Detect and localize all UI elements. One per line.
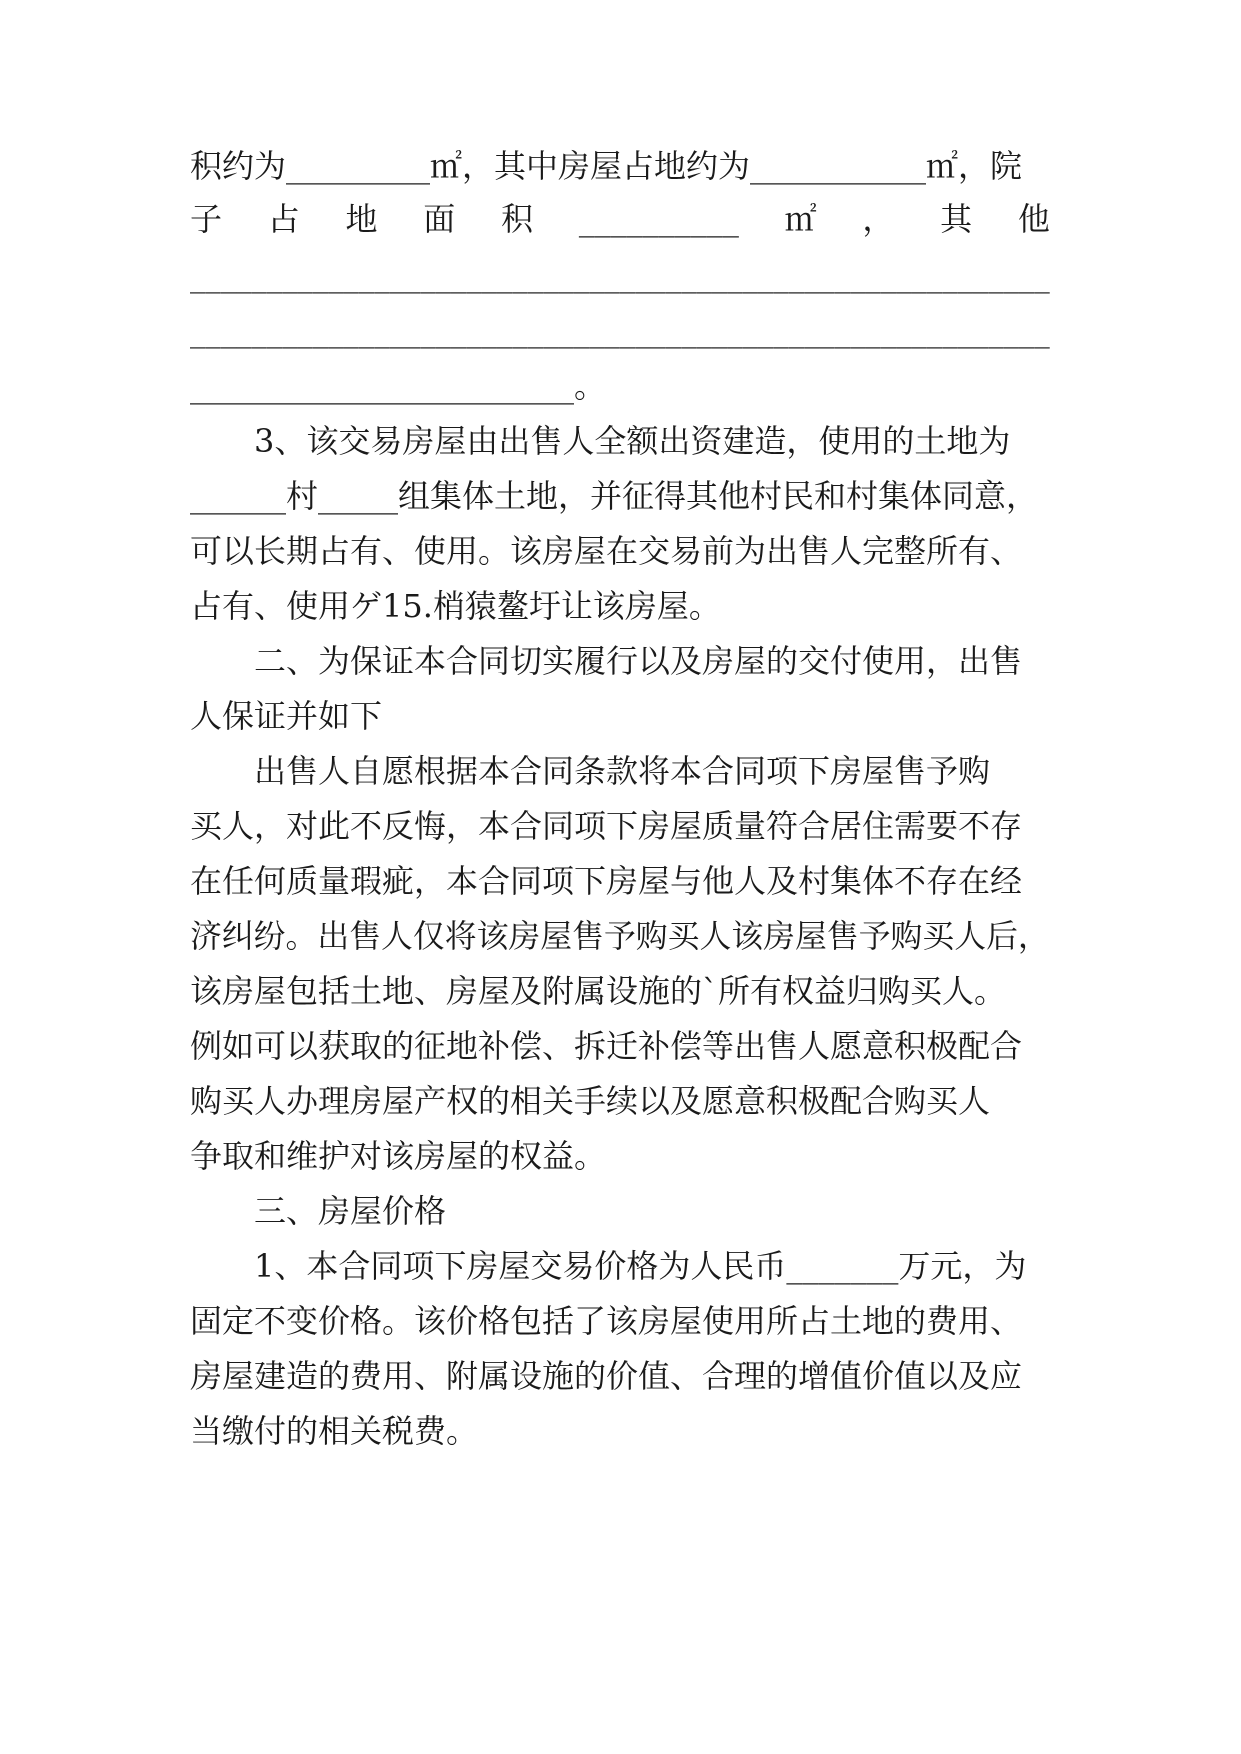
paragraph-line: 当缴付的相关税费。 (190, 1412, 479, 1450)
paragraph-line: 买人，对此不反悔，本合同项下房屋质量符合居住需要不存 (190, 807, 1023, 845)
paragraph-line: ______村_____组集体土地，并征得其他村民和村集体同意， (190, 477, 1039, 515)
paragraph-line: 房屋建造的费用、附属设施的价值、合理的增值价值以及应 (190, 1357, 1023, 1395)
paragraph-line: 购买人办理房屋产权的相关手续以及愿意积极配合购买人 (190, 1082, 991, 1120)
text-char: 占 (267, 200, 300, 238)
blank-line: ________________________________________________________ (190, 258, 1050, 294)
text-line (190, 190, 1050, 248)
text-line: 积约为_________㎡，其中房屋占地约为___________㎡，院 (190, 147, 1023, 185)
text-char: 其 (940, 200, 973, 238)
blank-field: __________ (578, 200, 739, 238)
paragraph-line: 占有、使用ゲ15.梢猿鳌圩让该房屋。 (190, 587, 721, 625)
section-heading: 二、为保证本合同切实履行以及房屋的交付使用，出售 (254, 642, 1023, 680)
paragraph-line: 在任何质量瑕疵，本合同项下房屋与他人及村集体不存在经 (190, 862, 1023, 900)
paragraph-line: 出售人自愿根据本合同条款将本合同项下房屋售予购 (254, 752, 991, 790)
paragraph-line: 济纠纷。出售人仅将该房屋售予购买人该房屋售予购买人后， (190, 917, 1050, 955)
text-char: 地 (345, 200, 378, 238)
text-char: 他 (1017, 200, 1050, 238)
text-char: ， (862, 200, 895, 238)
paragraph-line: 3、该交易房屋由出售人全额出资建造，使用的土地为 (254, 422, 1011, 460)
paragraph-line: 固定不变价格。该价格包括了该房屋使用所占土地的费用、 (190, 1302, 1023, 1340)
text-char: ㎡ (784, 200, 817, 238)
paragraph-line: 1、本合同项下房屋交易价格为人民币_______万元，为 (254, 1247, 1027, 1285)
text-char: 面 (423, 200, 456, 238)
text-char: 积 (501, 200, 534, 238)
paragraph-line: 人保证并如下 (190, 697, 383, 735)
blank-line: ________________________________________________________ (190, 313, 1050, 349)
text-char: 子 (190, 200, 223, 238)
paragraph-line: 该房屋包括土地、房屋及附属设施的`所有权益归购买人。 (190, 972, 1007, 1010)
paragraph-line: 例如可以获取的征地补偿、拆迁补偿等出售人愿意积极配合 (190, 1027, 1023, 1065)
paragraph-line: 可以长期占有、使用。该房屋在交易前为出售人完整所有、 (190, 532, 1023, 570)
blank-line: ________________________。 (190, 367, 607, 405)
section-heading: 三、房屋价格 (254, 1192, 447, 1230)
paragraph-line: 争取和维护对该房屋的权益。 (190, 1137, 607, 1175)
